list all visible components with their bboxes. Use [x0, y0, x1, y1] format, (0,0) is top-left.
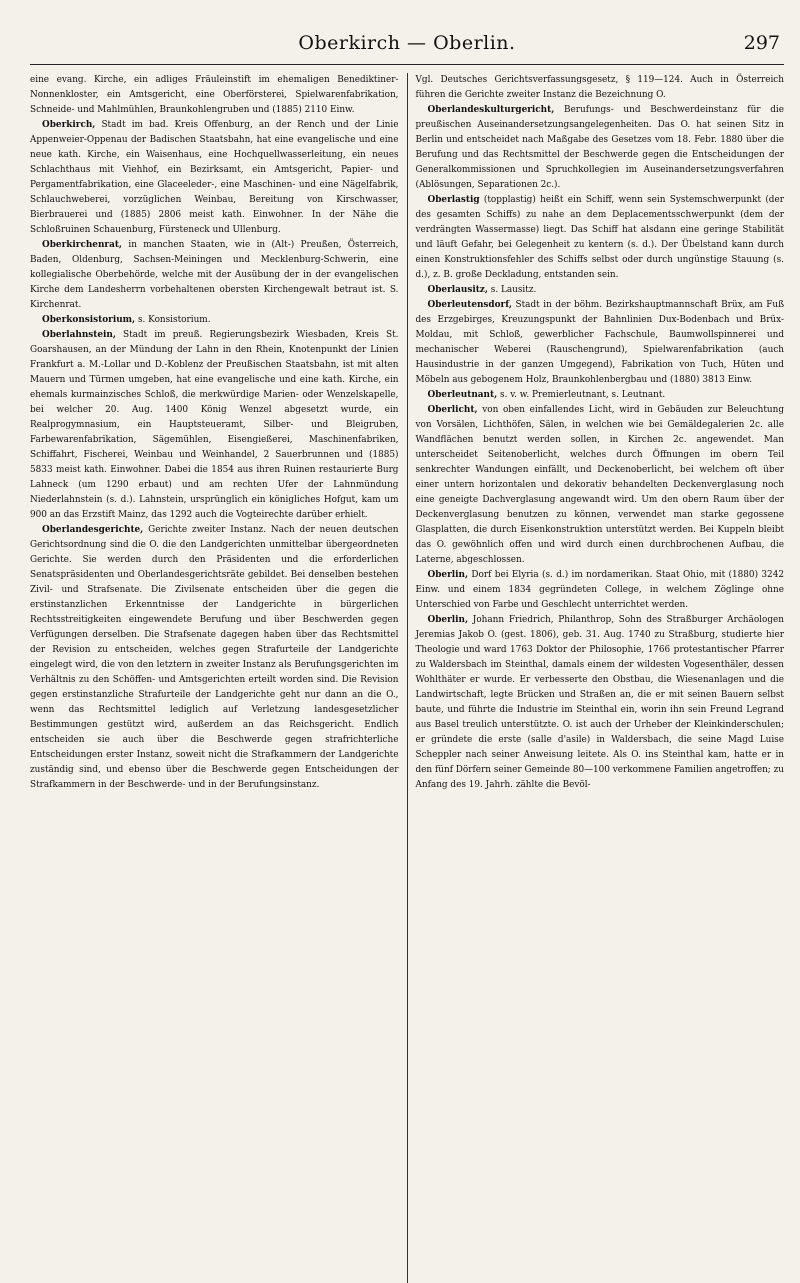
left-column — [30, 73, 399, 1283]
dictionary-entry — [416, 613, 785, 793]
entry-headword: Oberkirch, — [42, 120, 96, 130]
dictionary-entry — [416, 103, 785, 193]
entry-headword: Oberlandesgerichte, — [42, 525, 144, 535]
entry-headword: Oberlastig — [427, 195, 480, 205]
entry-text: von oben einfallendes Licht, wird in Gebäuden zur Beleuchtung von Vorsälen, Lichthöfen, Sälen, in welchen wie bei Gemäldegalerien 2c. alle Wandflächen benutzt werden sollen, in Kirchen 2c. angewendet. Man unterscheidet Seitenoberlicht, welches durch Öffnungen im obern Teil senkrechter Wandungen einfällt, und Deckenoberlicht, bei welchem oft über einer untern horizontalen und dekorativ behandelten Deckenverglasung noch eine geneigte Dachverglasung angewandt wird. Um den obern Raum über der Deckenverglasung benutzen zu können, verwendet man starke gegossene Glasplatten, die durch Eisenkonstruktion unterstützt werden. Bei Kuppeln bleibt das O. gewöhnlich offen und wird durch einen durchbrochenen Aufbau, die Laterne, abgeschlossen. — [415, 405, 784, 565]
entry-text: Vgl. Deutsches Gerichtsverfassungsgesetz, § 119—124. Auch in Österreich führen die Gerichte zweiter Instanz die Bezeichnung O. — [415, 75, 784, 100]
dictionary-entry — [416, 388, 785, 403]
running-header — [30, 30, 784, 65]
entry-text: Gerichte zweiter Instanz. Nach der neuen deutschen Gerichtsordnung sind die O. die den Landgerichten unmittelbar übergeordneten Gerichte. Sie werden durch den Präsidenten und die erforderlichen Senatspräsidenten und Oberlandesgerichtsräte gebildet. Bei denselben bestehen Zivil- und Strafsenate. Die Zivilsenate entscheiden über die gegen die erstinstanzlichen Erkenntnisse der Landgerichte in bürgerlichen Rechtsstreitigkeiten eingewendete Berufung und über Beschwerden gegen Verfügungen derselben. Die Strafsenate dagegen haben über das Rechtsmittel der Revision zu entscheiden, welches gegen Strafurteile der Landgerichte eingelegt wird, die von den letztern in zweiter Instanz als Berufungsgerichten im Verhältnis zu den Schöffen- und Amtsgerichten erteilt worden sind. Die Revision gegen erstinstanzliche Strafurteile der Landgerichte geht nur dann an die O., wenn das Rechtsmittel lediglich auf Verletzung landesgesetzlicher Bestimmungen gestützt wird, außerdem an das Reichsgericht. Endlich entscheiden sie auch über die Beschwerde gegen strafrichterliche Entscheidungen erster Instanz, soweit nicht die Strafkammern der Landgerichte zuständig sind, und ebenso über die Beschwerde gegen Entscheidungen der Strafkammern in der Beschwerde- und in der Berufungsinstanz. — [30, 525, 399, 790]
entry-headword: Oberlin, — [427, 570, 469, 580]
entry-text: (topplastig) heißt ein Schiff, wenn sein Systemschwerpunkt (der des gesamten Schiffs) zu nahe an dem Deplacementsschwerpunkt (dem der verdrängten Wassermasse) liegt. Das Schiff hat alsdann eine geringe Stabilität und läuft Gefahr, bei Gelegenheit zu kentern (s. d.). Der Übelstand kann durch einen Konstruktionsfehler des Schiffs selbst oder durch ungünstige Stauung (s. d.), z. B. große Deckladung, entstanden sein. — [415, 195, 784, 280]
running-title: Oberkirch — Oberlin. — [298, 32, 516, 54]
dictionary-entry — [30, 523, 399, 793]
dictionary-entry — [30, 313, 399, 328]
entry-headword: Oberlahnstein, — [42, 330, 116, 340]
entry-text: in manchen Staaten, wie in (Alt-) Preußen, Österreich, Baden, Oldenburg, Sachsen-Meiningen und Mecklenburg-Schwerin, eine kollegialische Oberbehörde, welche mit der Ausübung der in der evangelischen Kirche dem Landesherrn vorbehaltenen obersten Kirchengewalt betraut ist. S. Kirchenrat. — [30, 240, 399, 310]
entry-headword: Oberleutnant, — [427, 390, 498, 400]
entry-text: Stadt in der böhm. Bezirkshauptmannschaft Brüx, am Fuß des Erzgebirges, Kreuzungspunkt der Bahnlinien Dux-Bodenbach und Brüx-Moldau, mit Schloß, gewerblicher Fachschule, Baumwollspinnerei und mechanischer Weberei (Rauschengrund), Spielwarenfabrikation (auch Hausindustrie in der ganzen Umgegend), Fabrikation von Tuch, Hüten und Möbeln aus gebogenem Holz, Braunkohlenbergbau und (1880) 3813 Einw. — [415, 300, 784, 385]
dictionary-entry — [30, 118, 399, 238]
dictionary-entry — [416, 298, 785, 388]
dictionary-entry — [416, 568, 785, 613]
right-column — [416, 73, 785, 1283]
entry-headword: Oberleutensdorf, — [427, 300, 512, 310]
entry-text: s. v. w. Premierleutnant, s. Leutnant. — [497, 390, 666, 400]
dictionary-entry — [30, 238, 399, 313]
entry-text: s. Lausitz. — [487, 285, 537, 295]
dictionary-entry — [416, 193, 785, 283]
entry-headword: Oberkonsistorium, — [42, 315, 136, 325]
column-rule — [407, 73, 408, 1283]
entry-headword: Oberlandeskulturgericht, — [427, 105, 555, 115]
entry-headword: Oberlin, — [427, 615, 469, 625]
entry-text: Stadt im bad. Kreis Offenburg, an der Rench und der Linie Appenweier-Oppenau der Badischen Staatsbahn, hat eine evangelische und eine neue kath. Kirche, ein Waisenhaus, eine Hochquellwasserleitung, ein neues Schlachthaus mit Viehhof, ein Bezirksamt, ein Amtsgericht, Papier- und Pergamentfabrikation, eine Glaceeleder-, eine Maschinen- und eine Nägelfabrik, Schlauchweberei, vorzüglichen Weinbau, Bereitung von Kirschwasser, Bierbrauerei und (1885) 2806 meist kath. Einwohner. In der Nähe die Schloßruinen Schauenburg, Fürsteneck und Ullenburg. — [30, 120, 399, 235]
entry-headword: Oberlicht, — [427, 405, 478, 415]
entry-text: Berufungs- und Beschwerdeinstanz für die preußischen Auseinandersetzungsangelegenheiten. Das O. hat seinen Sitz in Berlin und entscheidet nach Maßgabe des Gesetzes vom 18. Febr. 1880 über die Berufung und das Rechtsmittel der Beschwerde gegen die Entscheidungen der Generalkommissionen und Spruchkollegien im Auseinandersetzungsverfahren (Ablösungen, Separationen 2c.). — [415, 105, 784, 190]
entry-continuation — [30, 73, 399, 118]
entry-headword: Oberlausitz, — [427, 285, 488, 295]
page-number: 297 — [743, 32, 780, 54]
text-columns — [30, 73, 784, 1283]
entry-text: Johann Friedrich, Philanthrop, Sohn des Straßburger Archäologen Jeremias Jakob O. (gest. 1806), geb. 31. Aug. 1740 zu Straßburg, studierte hier Theologie und ward 1763 Doktor der Philosophie, 1766 protestantischer Pfarrer zu Waldersbach im Steinthal, damals einem der wildesten Vogesenthäler, dessen Wohlthäter er wurde. Er verbesserte den Obstbau, die Wiesenanlagen und die Landwirtschaft, legte Brücken und Straßen an, die er mit seinen Bauern selbst baute, und führte die Industrie im Steinthal ein, worin ihn sein Freund Legrand aus Basel treulich unterstützte. O. ist auch der Urheber der Kleinkinderschulen; er gründete die erste (salle d'asile) in Waldersbach, die seine Magd Luise Scheppler nach seiner Anweisung leitete. Als O. ins Steinthal kam, hatte er in den fünf Dörfern seiner Gemeinde 80—100 verkommene Familien angetroffen; zu Anfang des 19. Jahrh. zählte die Bevöl- — [415, 615, 784, 790]
entry-continuation — [416, 73, 785, 103]
entry-headword: Oberkirchenrat, — [42, 240, 123, 250]
dictionary-entry — [416, 283, 785, 298]
dictionary-entry — [416, 403, 785, 568]
entry-text: s. Konsistorium. — [135, 315, 211, 325]
entry-text: Stadt im preuß. Regierungsbezirk Wiesbaden, Kreis St. Goarshausen, an der Mündung der Lahn in den Rhein, Knotenpunkt der Linien Frankfurt a. M.-Lollar und D.-Koblenz der Preußischen Staatsbahn, ist mit alten Mauern und Türmen umgeben, hat eine evangelische und eine kath. Kirche, ein ehemals kurmainzisches Schloß, die merkwürdige Marien- oder Wenzelskapelle, bei welcher 20. Aug. 1400 König Wenzel abgesetzt wurde, ein Realprogymnasium, ein Hauptsteueramt, Silber- und Bleigruben, Farbewarenfabrikation, Sägemühlen, Eisengießerei, Maschinenfabriken, Schiffahrt, Fischerei, Weinbau und Weinhandel, 2 Sauerbrunnen und (1885) 5833 meist kath. Einwohner. Dabei die 1854 aus ihren Ruinen restaurierte Burg Lahneck (um 1290 erbaut) und am rechten Ufer der Lahnmündung Niederlahnstein (s. d.). Lahnstein, ursprünglich ein königliches Hofgut, kam um 900 an das Erzstift Mainz, das 1292 auch die Vogteirechte darüber erhielt. — [30, 330, 399, 520]
entry-text: eine evang. Kirche, ein adliges Fräuleinstift im ehemaligen Benediktiner-Nonnenkloster, ein Amtsgericht, eine Oberförsterei, Spielwarenfabrikation, Schneide- und Mahlmühlen, Braunkohlengruben und (1885) 2110 Einw. — [30, 75, 399, 115]
entry-text: Dorf bei Elyria (s. d.) im nordamerikan. Staat Ohio, mit (1880) 3242 Einw. und einem 1834 gegründeten College, in welchem Zöglinge ohne Unterschied von Farbe und Geschlecht unterrichtet werden. — [415, 570, 784, 610]
dictionary-entry — [30, 328, 399, 523]
